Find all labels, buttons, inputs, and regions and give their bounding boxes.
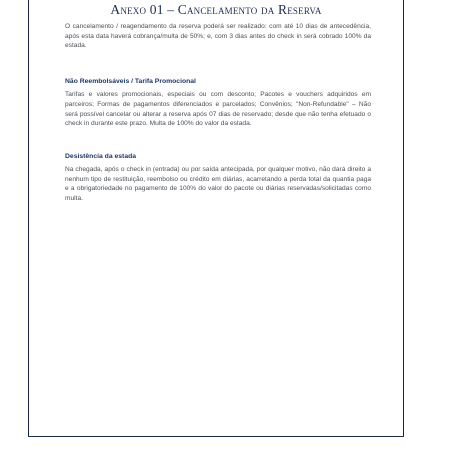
section-withdrawal — [65, 152, 371, 204]
section-text-withdrawal: Na chegada, após o check in (entrada) ou por saída antecipada, por qualquer motivo, não dará direito a nenhum tipo de restituição, reembolso ou crédito em diárias, acarretando a perda total da quantia paga e a obrigatoriedade no pagamento de 100% do valor do pacote ou diárias reservadas/solicitadas como multa. — [65, 165, 371, 203]
section-non-refundable — [65, 77, 371, 129]
document-title: Anexo 01 – Cancelamento da Reserva — [110, 2, 322, 17]
document-page — [28, 0, 404, 437]
intro-paragraph: O cancelamento / reagendamento da reserva poderá ser realizado: com até 10 dias de antecedência, após esta data haverá cobrança/multa de 50%; e, com 3 dias antes do check in será cobrado 100% da estada. — [65, 23, 371, 50]
section-heading-non-refundable: Não Reembolsáveis / Tarifa Promocional — [65, 78, 196, 86]
document-content — [65, 22, 371, 204]
section-text-non-refundable: Tarifas e valores promocionais, especiais ou com desconto; Pacotes e vouchers adquiridos em parceiros; Formas de pagamentos diferenciados e parcelados; Convênios; "Non-Refundable" – Não será possível cancelar ou alterar a reserva após 07 dias de reservado; desde que não tenha efetuado o check in durante este prazo. Multa de 100% do valor da estada. — [65, 91, 371, 128]
section-heading-withdrawal: Desistência da estada — [65, 152, 137, 160]
